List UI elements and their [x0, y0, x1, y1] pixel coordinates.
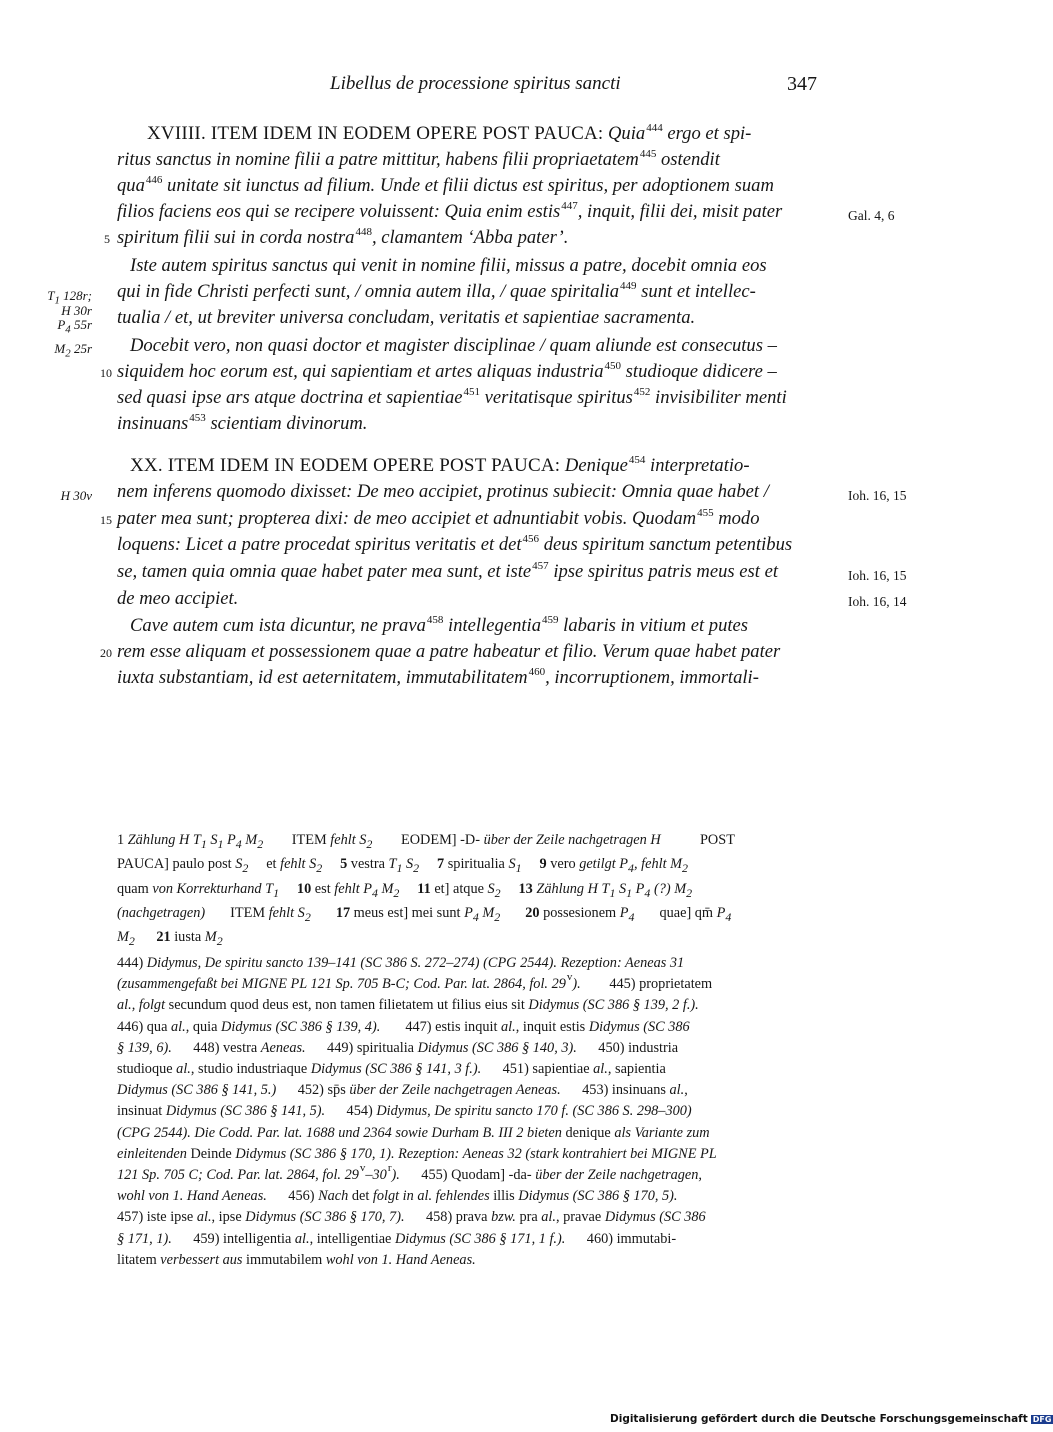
dfg-credit — [610, 1413, 1053, 1425]
apparatus-line: quam von Korrekturhand $T_1$ 10 est fehlt $P_4$ $M_2$ 11 et] atque $S_2$ 13 Zählung H $T_1$ $S_1$ $P_4$ (?) $M_2$ — [117, 880, 693, 900]
footnotes-line: litatem verbessert aus immutabilem wohl von 1. Hand Aeneas. — [117, 1251, 476, 1268]
footnotes-line: 446) qua al., quia Didymus (SC 386 § 139, 4). 447) estis inquit al., inquit estis Didymus (SC 386 — [117, 1018, 690, 1035]
text-line: Cave autem cum ista dicuntur, ne prava$^{458}$ intellegentia$^{459}$ labaris in vitium et putes — [130, 614, 749, 636]
text-line: sed quasi ipse ars atque doctrina et sapientiae$^{451}$ veritatisque spiritus$^{452}$ invisibiliter menti — [117, 386, 787, 408]
bible-ref-ioh-1: Ioh. 16, 15 — [848, 488, 907, 503]
bible-ref-ioh-2: Ioh. 16, 15 — [848, 568, 907, 583]
ms-ref-h30r: H 30r — [61, 303, 92, 318]
text-line: Iste autem spiritus sanctus qui venit in nomine filii, missus a patre, docebit omnia eos — [130, 255, 767, 276]
bible-ref-gal: Gal. 4, 6 — [848, 208, 895, 223]
text-line: se, tamen quia omnia quae habet pater mea sunt, et iste$^{457}$ ipse spiritus patris meus est et — [117, 560, 778, 582]
apparatus-line: (nachgetragen) ITEM fehlt $S_2$ 17 meus est] mei sunt $P_4$ $M_2$ 20 possesionem $P_4$ quae] qm̄ $P_4$ — [117, 904, 732, 924]
footnotes-line: (CPG 2544). Die Codd. Par. lat. 1688 und 2364 sowie Durham B. III 2 bieten denique als Variante zum — [117, 1124, 710, 1141]
footnotes-line: Didymus (SC 386 § 141, 5.) 452) sp̄s über der Zeile nachgetragen Aeneas. 453) insinuans al., — [117, 1082, 688, 1099]
line-number: 5 — [104, 232, 110, 246]
apparatus-line: 1 Zählung H $T_1$ $S_1$ $P_4$ $M_2$ ITEM fehlt $S_2$ EODEM] -D- über der Zeile nachgetragen H POST — [117, 832, 735, 851]
ms-ref-t1: $T_1$ 128r; — [47, 288, 92, 307]
text-line: qua$^{446}$ unitate sit iunctus ad filium. Unde et filii dictus est spiritus, per adoptionem suam — [117, 174, 774, 196]
footnotes-line: einleitenden Deinde Didymus (SC 386 § 170, 1). Rezeption: Aeneas 32 (stark kontrahiert bei MIGNE PL — [117, 1145, 717, 1162]
text-line: nem inferens quomodo dixisset: De meo accipiet, protinus subiecit: Omnia quae habet / — [117, 481, 769, 502]
text-line: spiritum filii sui in corda nostra$^{448}$, clamantem ‘Abba pater’. — [117, 226, 569, 248]
ms-ref-m2: $M_2$ 25r — [54, 341, 92, 360]
apparatus-line: PAUCA] paulo post $S_2$ et fehlt $S_2$ 5 vestra $T_1$ $S_2$ 7 spiritualia $S_1$ 9 vero getilgt $P_4$, fehlt $M_2$ — [117, 856, 688, 876]
source-footnotes — [117, 953, 817, 1271]
text-line: qui in fide Christi perfecti sunt, / omnia autem illa, / quae spiritalia$^{449}$ sunt et intellec- — [117, 280, 756, 302]
line-number: 20 — [100, 646, 112, 660]
credit-text: Digitalisierung gefördert durch die Deutsche Forschungsgemeinschaft — [610, 1413, 1028, 1425]
dfg-logo: DFG — [1032, 1415, 1052, 1424]
text-line: loquens: Licet a patre procedat spiritus veritatis et $\det^{456}$ deus spiritum sanctum petentibus — [117, 533, 793, 555]
ms-ref-p4: $P_4$ 55r — [57, 317, 92, 336]
apparatus-line: $M_2$ 21 iusta $M_2$ — [117, 929, 223, 948]
text-line: insinuans$^{453}$ scientiam divinorum. — [117, 412, 368, 434]
critical-apparatus — [117, 830, 817, 951]
text-line: XVIIII. ITEM IDEM IN EODEM OPERE POST PAUCA: Quia$^{444}$ ergo et spi- — [147, 122, 752, 144]
footnotes-line: § 139, 6). 448) vestra Aeneas. 449) spiritualia Didymus (SC 386 § 140, 3). 450) industria — [117, 1039, 679, 1056]
footnotes-line: § 171, 1). 459) intelligentia al., intelligentiae Didymus (SC 386 § 171, 1 f.). 460) immutabi- — [117, 1230, 677, 1247]
footnotes-line: (zusammengefaßt bei MIGNE PL 121 Sp. 705 B-C; Cod. Par. lat. 2864, fol. 29$^v$). 445) proprietatem — [117, 971, 713, 993]
footnotes-line: 444) Didymus, De spiritu sancto 139–141 (SC 386 S. 272–274) (CPG 2544). Rezeption: Aeneas 31 — [117, 955, 685, 971]
footnotes-line: 457) iste ipse al., ipse Didymus (SC 386 § 170, 7). 458) prava bzw. pra al., pravae Didymus (SC 386 — [117, 1209, 706, 1226]
page-number: 347 — [787, 73, 817, 95]
running-title: Libellus de processione spiritus sancti — [330, 73, 621, 94]
text-line: siquidem hoc eorum est, qui sapientiam et artes aliquas industria$^{450}$ studioque didicere – — [117, 360, 777, 382]
footnotes-line: al., folgt secundum quod deus est, non tamen filietatem ut filius eius sit Didymus (SC 386 § 139, 2 f.). — [117, 997, 699, 1014]
text-line: iuxta substantiam, id est aeternitatem, immutabilitatem$^{460}$, incorruptionem, immortali- — [117, 666, 759, 688]
footnotes-line: insinuat Didymus (SC 386 § 141, 5). 454) Didymus, De spiritu sancto 170 f. (SC 386 S. 298–300) — [117, 1103, 692, 1120]
ms-ref-h30v: H 30v — [60, 488, 92, 503]
line-number: 10 — [100, 366, 112, 380]
text-line: pater mea sunt; propterea dixi: de meo accipiet et adnuntiabit vobis. Quodam$^{455}$ modo — [117, 507, 760, 529]
footnotes-line: wohl von 1. Hand Aeneas. 456) Nach det folgt in al. fehlendes illis Didymus (SC 386 § 170, 5). — [117, 1188, 678, 1205]
text-line: tualia / et, ut breviter universa concludam, veritatis et sapientiae sacramenta. — [117, 307, 696, 328]
bible-ref-ioh-3: Ioh. 16, 14 — [848, 594, 907, 609]
line-number: 15 — [100, 513, 112, 527]
text-line: de meo accipiet. — [117, 588, 239, 609]
text-line: filios faciens eos qui se recipere voluissent: Quia enim estis$^{447}$, inquit, filii dei, misit pater — [117, 200, 783, 222]
text-line: rem esse aliquam et possessionem quae a patre habeatur et filio. Verum quae habet pater — [117, 641, 781, 662]
text-line: XX. ITEM IDEM IN EODEM OPERE POST PAUCA: Denique$^{454}$ interpretatio- — [130, 454, 750, 476]
text-line: ritus sanctus in nomine filii a patre mittitur, habens filii propriaetatem$^{445}$ ostendit — [117, 148, 720, 170]
text-line: Docebit vero, non quasi doctor et magister disciplinae / quam aliunde est consecutus – — [130, 335, 777, 356]
footnotes-line: studioque al., studio industriaque Didymus (SC 386 § 141, 3 f.). 451) sapientiae al., sapientia — [117, 1061, 666, 1078]
footnotes-line: 121 Sp. 705 C; Cod. Par. lat. 2864, fol. 29$^v$–30$^r$). 455) Quodam] -da- über der Zeile nachgetragen, — [117, 1162, 702, 1184]
